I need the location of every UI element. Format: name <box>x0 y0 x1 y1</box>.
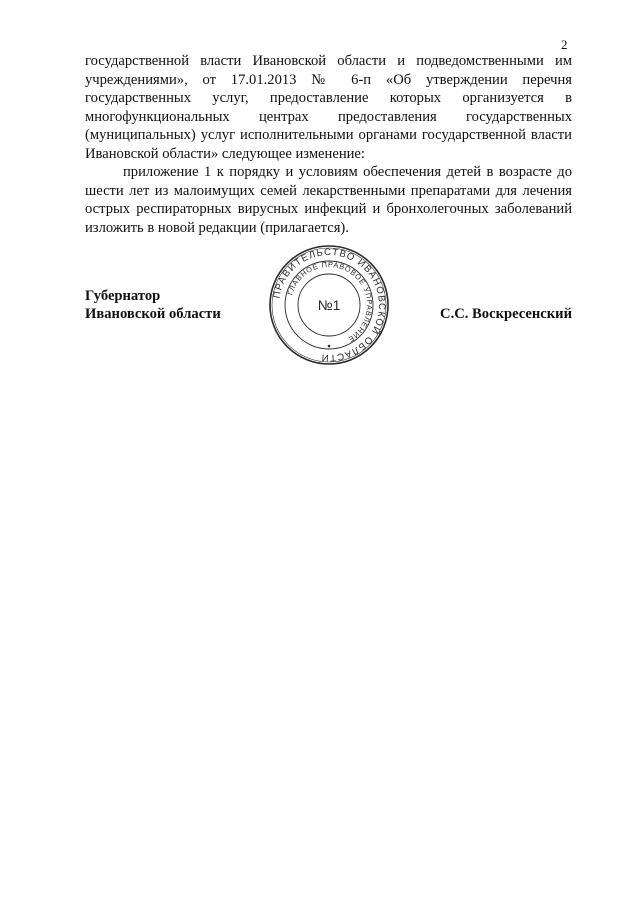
svg-text:ГЛАВНОЕ ПРАВОВОЕ УПРАВЛЕНИЕ: ГЛАВНОЕ ПРАВОВОЕ УПРАВЛЕНИЕ <box>285 259 375 345</box>
official-seal <box>268 244 390 366</box>
signatory-title <box>85 287 221 323</box>
seal-dot <box>328 345 331 348</box>
body-paragraph-2: приложение 1 к порядку и условиям обеспечения детей в возрасте до шести лет из малоимущих семей лекарственными препаратами для лечения острых респираторных вирусных инфекций и бронхолегочных заболеваний изложить в новой редакции (прилагается). <box>85 164 572 236</box>
svg-text:№1: №1 <box>317 297 341 313</box>
document-body <box>85 52 572 237</box>
body-paragraph-1: государственной власти Ивановской области и подведомственными им учреждениями», от 17.01.2013 № 6-п «Об утверждении перечня государственных услуг, предоставление которых организуется в многофункциональных центрах предоставления государственных (муниципальных) услуг исполнительными органами государственной власти Ивановской области» следующее изменение: <box>85 53 572 162</box>
signatory-title-line-1: Губернатор <box>85 288 161 304</box>
signatory-name: С.С. Воскресенский <box>440 306 572 322</box>
seal-graphic <box>268 244 390 366</box>
signatory-title-line-2: Ивановской области <box>85 306 221 322</box>
svg-text:ПРАВИТЕЛЬСТВО ИВАНОВСКОЙ ОБЛАС: ПРАВИТЕЛЬСТВО ИВАНОВСКОЙ ОБЛАСТИ <box>271 246 388 364</box>
page-number: 2 <box>561 37 568 52</box>
